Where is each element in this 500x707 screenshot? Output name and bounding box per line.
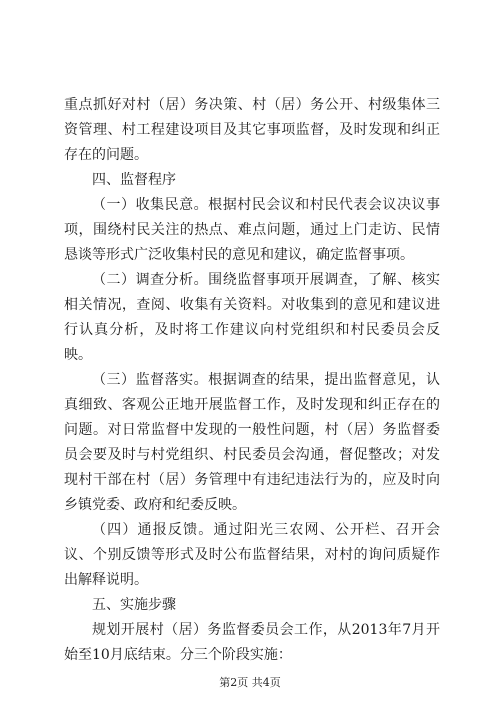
paragraph-collect-opinions: （一）收集民意。根据村民会议和村民代表会议决议事项，围绕村民关注的热点、难点问题，通过上门走访、民情恳谈等形式广泛收集村民的意见和建议，确定监督事项。 (64, 197, 440, 263)
paragraph-plan-schedule: 规划开展村（居）务监督委员会工作，从2013年7月开始至10月底结束。分三个阶段实施： (64, 622, 440, 663)
document-body (64, 93, 440, 668)
paragraph-investigation-analysis: （二）调查分析。围绕监督事项开展调查，了解、核实相关情况，查阅、收集有关资料。对收集到的意见和建议进行认真分析，及时将工作建议向村党组织和村民委员会反映。 (64, 272, 440, 363)
paragraph-report-feedback: （四）通报反馈。通过阳光三农网、公开栏、召开会议、个别反馈等形式及时公布监督结果，对村的询问质疑作出解释说明。 (64, 522, 440, 588)
section-heading-implementation-steps: 五、实施步骤 (92, 597, 176, 613)
paragraph-supervision-implementation: （三）监督落实。根据调查的结果，提出监督意见，认真细致、客观公正地开展监督工作，及时发现和纠正存在的问题。对日常监督中发现的一般性问题，村（居）务监督委员会要及时与村党组织、村民委员会沟通，督促整改；对发现村干部在村（居）务管理中有违纪违法行为的，应及时向乡镇党委、政府和纪委反映。 (64, 372, 440, 513)
section-heading-supervision-procedure: 四、监督程序 (92, 172, 176, 188)
paragraph-continuation: 重点抓好对村（居）务决策、村（居）务公开、村级集体三资管理、村工程建设项目及其它事项监督，及时发现和纠正存在的问题。 (64, 97, 440, 163)
page-number-footer: 第2页 共4页 (219, 676, 281, 689)
